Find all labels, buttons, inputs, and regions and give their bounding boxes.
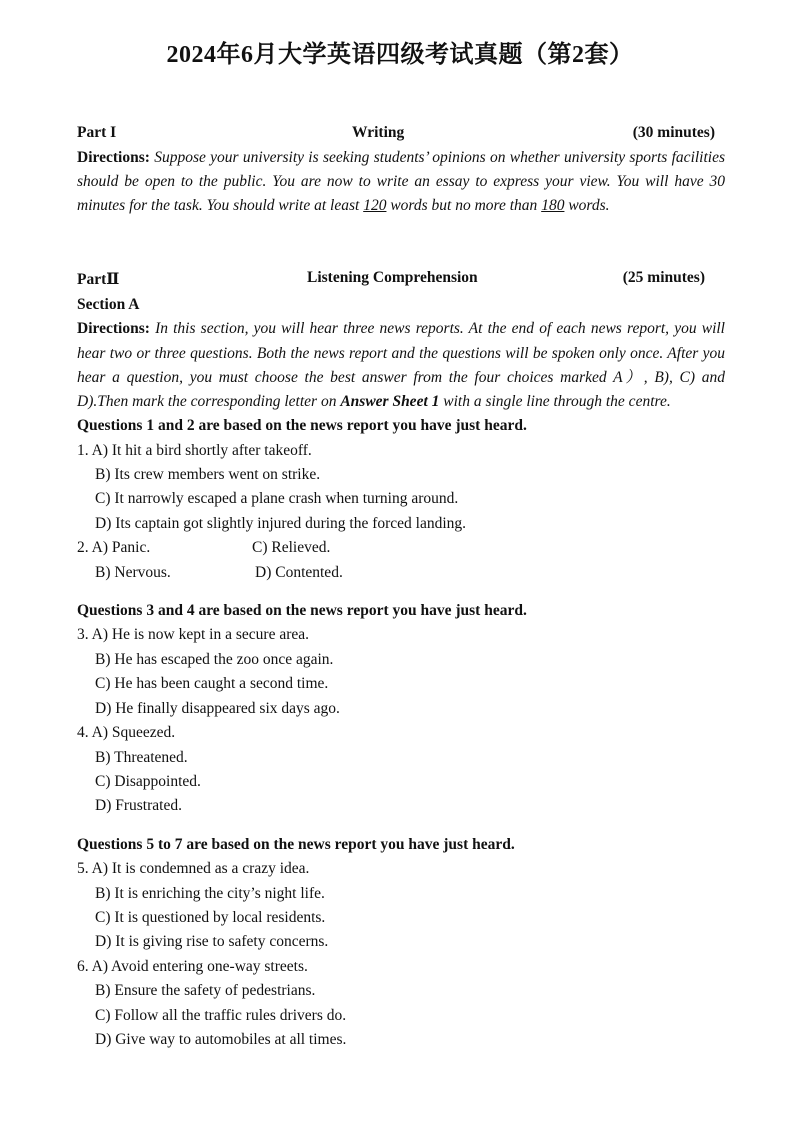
option-c: C) Disappointed. [95,772,201,790]
option-b: B) It is enriching the city’s night life. [95,884,325,902]
option-c: C) Follow all the traffic rules drivers do. [95,1006,347,1024]
directions-label: Directions: [77,149,150,166]
part1-name: Writing [352,124,405,141]
directions-text: with a single line through the centre. [439,393,671,411]
question-number: 2. [77,539,89,557]
directions-text: words but no more than [386,197,542,215]
question-6 [77,955,725,1053]
question-group-heading: Questions 5 to 7 are based on the news report you have just heard. [77,835,515,853]
option-d: D) It is giving rise to safety concerns. [95,933,329,951]
directions-text: Suppose your university is seeking students’ opinions on whether university sports facilities should be open to the public. You are now to write an essay to express your view. You will have 30 minutes for the task. You should write at least [77,149,726,215]
part1-directions [77,146,725,219]
question-1 [77,439,725,537]
part2-label: PartⅡ [77,271,120,288]
question-2 [77,536,725,585]
part2-section [77,269,725,1052]
part1-time: (30 minutes) [632,124,715,141]
option-c: C) It is questioned by local residents. [95,908,326,926]
option-b: B) Nervous. [95,563,171,581]
option-d: D) He finally disappeared six days ago. [95,699,340,717]
option-d: D) Its captain got slightly injured during the forced landing. [95,514,467,532]
option-b: B) Ensure the safety of pedestrians. [95,982,316,1000]
question-group-heading: Questions 3 and 4 are based on the news report you have just heard. [77,602,527,620]
question-4 [77,721,725,819]
directions-label: Directions: [77,320,150,338]
page-title: 2024年6月大学英语四级考试真题（第2套） [166,42,634,68]
directions-text: In this section, you will hear three news reports. At the end of each news report, you will hear two or three questions. Both the news report and the questions will be spoken only once. After you hear a question, you must choose the best answer from the four choices marked A）, B), C) and D).Then mark the corresponding letter on [77,320,725,411]
question-number: 5. [77,860,89,878]
question-3 [77,623,725,721]
option-d: D) Give way to automobiles at all times. [95,1030,347,1048]
option-a: A) Panic. [91,539,151,557]
directions-text: words. [564,197,610,215]
part2-name: Listening Comprehension [307,269,478,286]
min-words: 120 [363,197,387,215]
option-c: C) It narrowly escaped a plane crash when turning around. [95,490,459,508]
max-words: 180 [541,197,565,215]
option-d: D) Frustrated. [95,797,182,815]
option-b: B) He has escaped the zoo once again. [95,650,334,668]
question-number: 6. [77,957,89,975]
question-number: 1. [77,441,89,459]
option-b: B) Threatened. [95,748,188,766]
part2-header [77,269,725,291]
section-a-heading: Section A [77,296,140,313]
option-a: A) It is condemned as a crazy idea. [91,860,310,878]
option-d: D) Contented. [255,563,343,581]
option-a: A) Avoid entering one-way streets. [91,957,308,975]
part1-section [77,124,725,219]
part1-label: Part I [77,124,117,141]
option-a: A) It hit a bird shortly after takeoff. [91,441,312,459]
part2-time: (25 minutes) [622,269,705,286]
answer-sheet-ref: Answer Sheet 1 [340,393,440,411]
question-number: 4. [77,724,89,742]
part1-header [77,124,725,146]
option-a: A) Squeezed. [91,724,176,742]
option-c: C) Relieved. [252,539,331,557]
option-c: C) He has been caught a second time. [95,675,329,693]
question-number: 3. [77,626,89,644]
option-b: B) Its crew members went on strike. [95,466,321,484]
option-a: A) He is now kept in a secure area. [91,626,309,644]
question-5 [77,857,725,955]
part2-directions [77,317,725,414]
question-group-heading: Questions 1 and 2 are based on the news report you have just heard. [77,417,527,435]
